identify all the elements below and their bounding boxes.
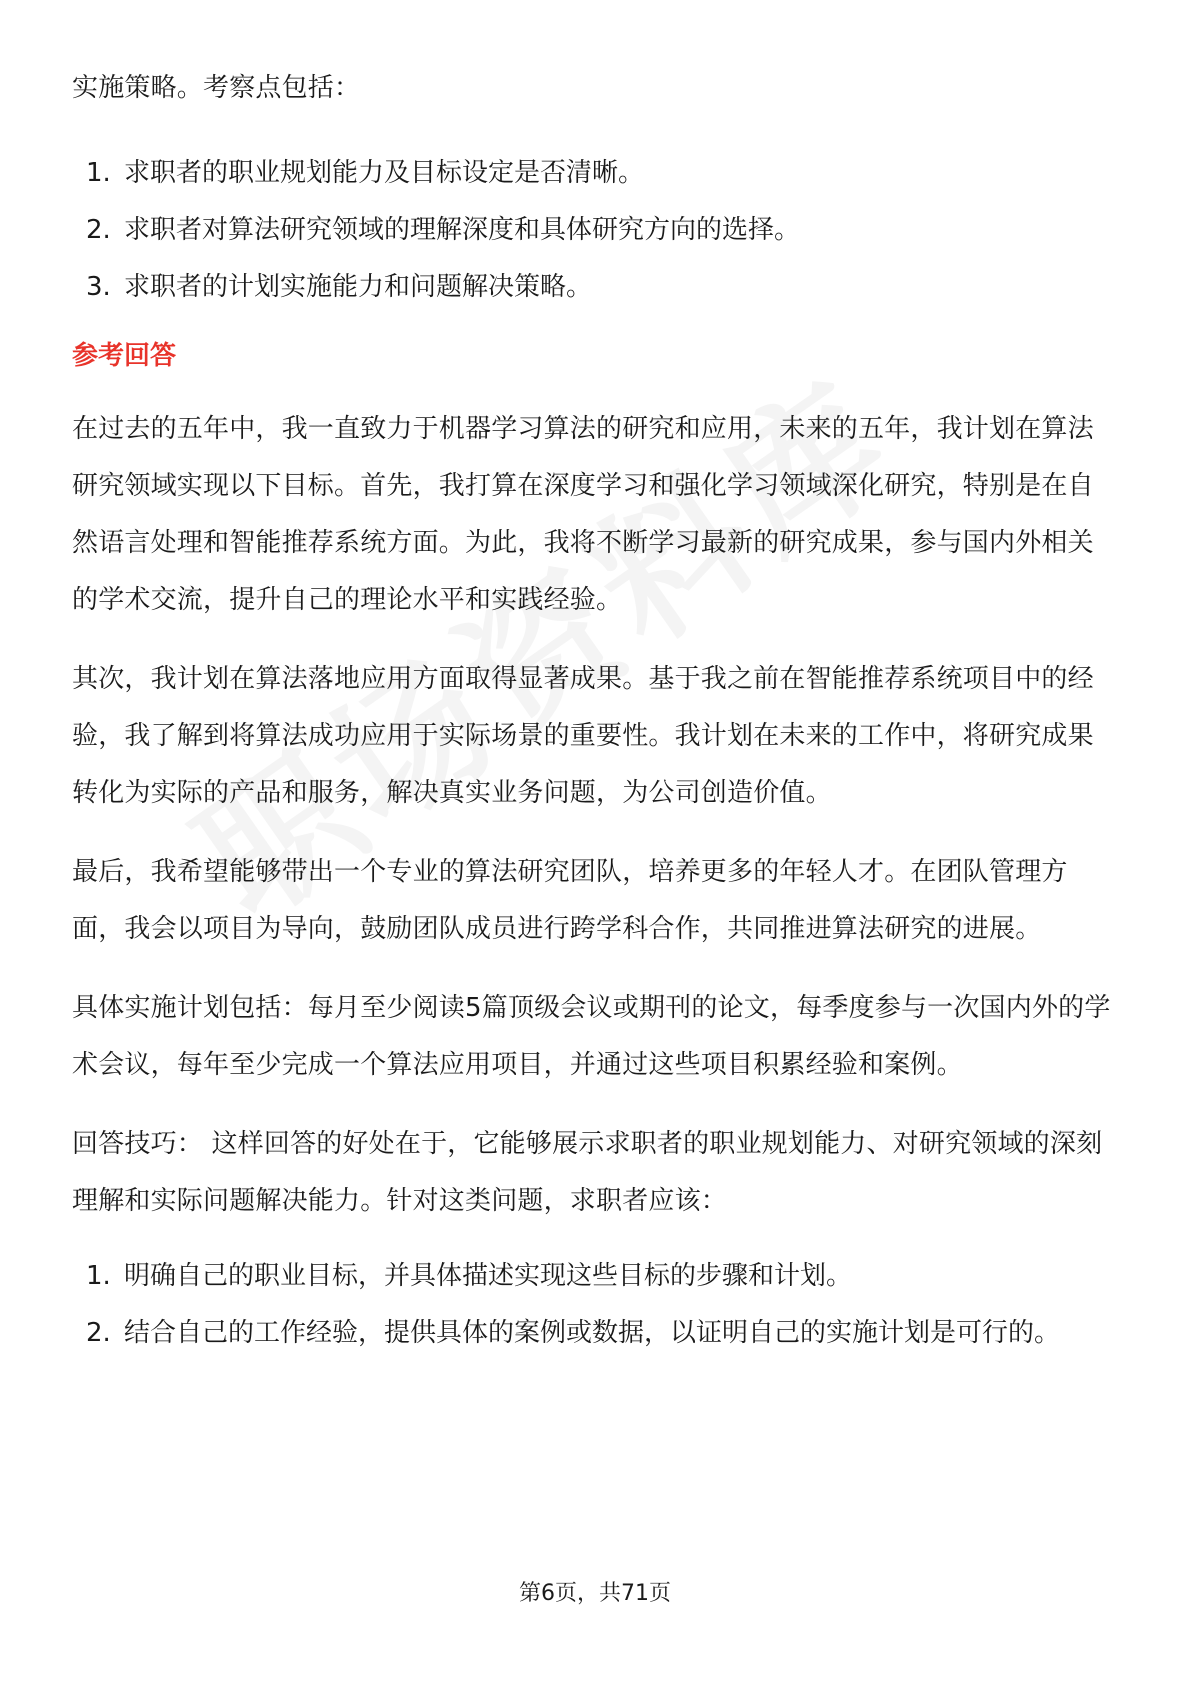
list-number: 1. (86, 158, 111, 188)
list-item (72, 1305, 1118, 1362)
list-text: 求职者的职业规划能力及目标设定是否清晰。 (124, 158, 645, 188)
answer-paragraph: 在过去的五年中，我一直致力于机器学习算法的研究和应用，未来的五年，我计划在算法研究领域实现以下目标。首先，我打算在深度学习和强化学习领域深化研究，特别是在自然语言处理和智能推荐系统方面。为此，我将不断学习最新的研究成果，参与国内外相关的学术交流，提升自己的理论水平和实践经验。 (72, 414, 1094, 615)
answer-paragraph: 具体实施计划包括：每月至少阅读5篇顶级会议或期刊的论文，每季度参与一次国内外的学术会议，每年至少完成一个算法应用项目，并通过这些项目积累经验和案例。 (72, 993, 1111, 1080)
list-number: 3. (86, 272, 111, 302)
list-item (72, 202, 1118, 259)
list-number: 1. (86, 1261, 111, 1291)
reference-answer-heading: 参考回答 (72, 341, 177, 371)
list-text: 求职者对算法研究领域的理解深度和具体研究方向的选择。 (124, 215, 801, 245)
list-number: 2. (86, 215, 111, 245)
evaluation-points-list (72, 145, 1118, 316)
list-text: 明确自己的职业目标，并具体描述实现这些目标的步骤和计划。 (124, 1261, 853, 1291)
list-text: 求职者的计划实施能力和问题解决策略。 (124, 272, 593, 302)
list-item (72, 145, 1118, 202)
tips-list (72, 1248, 1118, 1362)
page-content (72, 60, 1118, 1362)
page-footer: 第6页，共71页 (519, 1581, 671, 1606)
answer-paragraph: 其次，我计划在算法落地应用方面取得显著成果。基于我之前在智能推荐系统项目中的经验，我了解到将算法成功应用于实际场景的重要性。我计划在未来的工作中，将研究成果转化为实际的产品和服务，解决真实业务问题，为公司创造价值。 (72, 664, 1094, 808)
list-item (72, 259, 1118, 316)
list-item (72, 1248, 1118, 1305)
intro-line: 实施策略。考察点包括： (72, 73, 361, 103)
list-number: 2. (86, 1318, 111, 1348)
answer-tips-paragraph: 回答技巧： 这样回答的好处在于，它能够展示求职者的职业规划能力、对研究领域的深刻理解和实际问题解决能力。针对这类问题，求职者应该： (72, 1129, 1103, 1216)
answer-paragraph: 最后，我希望能够带出一个专业的算法研究团队，培养更多的年轻人才。在团队管理方面，我会以项目为导向，鼓励团队成员进行跨学科合作，共同推进算法研究的进展。 (72, 857, 1068, 944)
list-text: 结合自己的工作经验，提供具体的案例或数据，以证明自己的实施计划是可行的。 (124, 1318, 1061, 1348)
